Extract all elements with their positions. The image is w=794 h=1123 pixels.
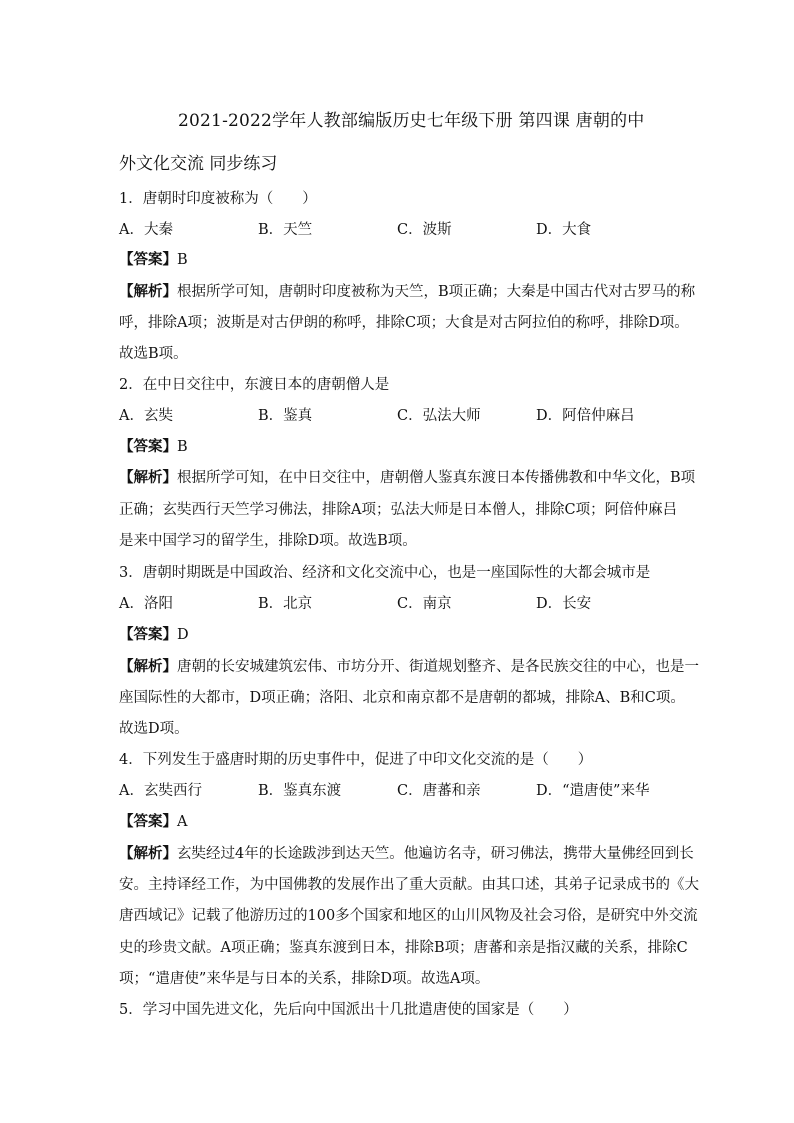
question-3-analysis-line-1 [119,655,699,676]
question-2-analysis-line-2: 正确；玄奘西行天竺学习佛法，排除A项；弘法大师是日本僧人，排除C项；阿倍仲麻吕 [119,502,678,518]
analysis-text: 唐朝的长安城建筑宏伟、市坊分开、街道规划整齐、是各民族交往的中心，也是一 [177,659,699,675]
document-title-line1: 2021-2022学年人教部编版历史七年级下册 第四课 唐朝的中 [178,111,645,131]
analysis-tag: 【解析】 [119,658,177,675]
question-2-option-d: D．阿倍仲麻吕 [536,408,635,424]
question-4-analysis-line-3: 唐西域记》记载了他游历过的100多个国家和地区的山川风物及社会习俗，是研究中外交流 [119,908,698,924]
answer-tag: 【答案】 [119,251,177,268]
question-4-analysis-line-5: 项；“遣唐使”来华是与日本的关系，排除D项。故选A项。 [119,971,490,987]
question-2-option-a: A．玄奘 [119,408,173,424]
analysis-text: 根据所学可知，唐朝时印度被称为天竺，B项正确；大秦是中国古代对古罗马的称 [177,284,696,300]
question-4-stem: 4．下列发生于盛唐时期的历史事件中，促进了中印文化交流的是（ ） [119,752,593,768]
question-3-option-c: C．南京 [397,596,452,612]
answer-tag: 【答案】 [119,813,177,830]
question-4-analysis-line-1 [119,842,694,863]
analysis-tag: 【解析】 [119,469,177,486]
question-1-option-d: D．大食 [536,222,592,238]
question-2-stem: 2．在中日交往中，东渡日本的唐朝僧人是 [119,377,390,393]
analysis-text: 玄奘经过4年的长途跋涉到达天竺。他遍访名寺，研习佛法，携带大量佛经回到长 [177,846,694,862]
answer-tag: 【答案】 [119,438,177,455]
question-4-option-c: C．唐蕃和亲 [397,783,481,799]
question-2-option-b: B．鉴真 [258,408,313,424]
question-4-option-b: B．鉴真东渡 [258,783,342,799]
question-3-option-b: B．北京 [258,596,313,612]
question-3-option-a: A．洛阳 [119,596,173,612]
question-4-option-d: D．“遣唐使”来华 [536,783,650,799]
answer-value: A [177,814,188,830]
question-2-option-c: C．弘法大师 [397,408,481,424]
question-3-answer [119,623,189,644]
document-title-line2: 外文化交流 同步练习 [119,154,278,174]
question-5-stem: 5．学习中国先进文化，先后向中国派出十几批遣唐使的国家是（ ） [119,1002,578,1018]
answer-value: B [177,252,188,268]
question-1-answer [119,248,188,269]
question-3-option-d: D．长安 [536,596,592,612]
answer-value: B [177,439,188,455]
answer-tag: 【答案】 [119,626,177,643]
question-4-answer [119,810,187,831]
question-2-answer [119,435,188,456]
answer-value: D [177,627,189,643]
question-1-option-c: C．波斯 [397,222,452,238]
question-3-analysis-line-3: 故选D项。 [119,721,189,737]
question-4-option-a: A．玄奘西行 [119,783,202,799]
question-1-analysis-line-1 [119,280,695,301]
analysis-text: 根据所学可知，在中日交往中，唐朝僧人鉴真东渡日本传播佛教和中华文化，B项 [177,470,696,486]
question-1-analysis-line-3: 故选B项。 [119,346,188,362]
question-2-analysis-line-1 [119,466,695,487]
question-1-analysis-line-2: 呼，排除A项；波斯是对古伊朗的称呼，排除C项；大食是对古阿拉伯的称呼，排除D项。 [119,315,689,331]
analysis-tag: 【解析】 [119,845,177,862]
question-4-analysis-line-2: 安。主持译经工作，为中国佛教的发展作出了重大贡献。由其口述，其弟子记录成书的《大 [119,877,699,893]
analysis-tag: 【解析】 [119,283,177,300]
question-3-analysis-line-2: 座国际性的大都市，D项正确；洛阳、北京和南京都不是唐朝的都城，排除A、B和C项。 [119,690,685,706]
question-1-option-b: B．天竺 [258,222,313,238]
question-1-stem: 1．唐朝时印度被称为（ ） [119,191,317,207]
question-2-analysis-line-3: 是来中国学习的留学生，排除D项。故选B项。 [119,533,417,549]
question-1-option-a: A．大秦 [119,222,173,238]
question-3-stem: 3．唐朝时期既是中国政治、经济和文化交流中心，也是一座国际性的大都会城市是 [119,565,651,581]
question-4-analysis-line-4: 史的珍贵文献。A项正确；鉴真东渡到日本，排除B项；唐蕃和亲是指汉藏的关系，排除C [119,940,688,956]
